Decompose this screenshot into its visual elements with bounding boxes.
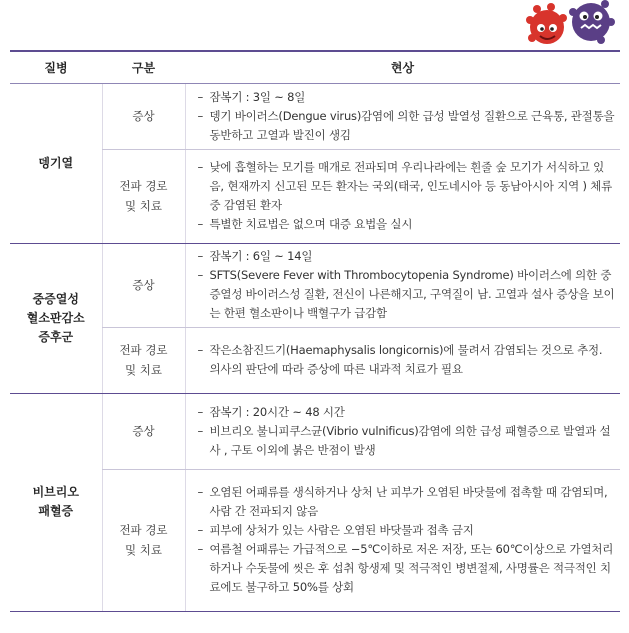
- phenomenon-item: – 뎅기 바이러스(Dengue virus)감염에 의한 급성 발열성 질환으로 근육통, 관절통을 동반하고 고열과 발진이 생김: [198, 107, 617, 145]
- category-label-line: 증상: [132, 424, 155, 438]
- phenomenon-cell: [185, 393, 620, 469]
- phenomenon-item: – 비브리오 불니피쿠스균(Vibrio vulnificus)감염에 의한 급성 패혈증으로 발열과 설사 , 구토 이외에 붉은 반점이 발생: [198, 422, 617, 460]
- category-cell: [102, 469, 185, 611]
- category-cell: [102, 243, 185, 327]
- phenomenon-cell: [185, 149, 620, 243]
- phenomenon-list: [198, 483, 617, 597]
- category-cell: [102, 149, 185, 243]
- red-virus-mascot: [526, 3, 567, 44]
- header-disease: 질병: [10, 51, 102, 83]
- disease-name-line: 뎅기열: [38, 155, 74, 170]
- table-row: [10, 393, 620, 469]
- phenomenon-cell: [185, 469, 620, 611]
- disease-name-cell: [10, 243, 102, 393]
- table-row: [10, 327, 620, 393]
- phenomenon-item: – 여름철 어패류는 가급적으로 −5℃이하로 저온 저장, 또는 60℃이상으로 가열처리하거나 수돗물에 씻은 후 섭취 항생제 및 적극적인 병변절제, 사명률은 적극적인 치료에도 불구하고 50%를 상회: [198, 540, 617, 597]
- header-phenomenon: 현상: [185, 51, 620, 83]
- table-row: [10, 149, 620, 243]
- disease-name-line: 비브리오: [32, 485, 79, 499]
- disease-info-table: [10, 50, 620, 612]
- phenomenon-item: – 피부에 상처가 있는 사람은 오염된 바닷물과 접촉 금지: [198, 521, 617, 540]
- table-row: [10, 83, 620, 149]
- purple-virus-mascot: [569, 0, 615, 44]
- category-cell: [102, 393, 185, 469]
- phenomenon-list: [198, 88, 617, 145]
- disease-name-cell: [10, 393, 102, 611]
- phenomenon-item: – 잠복기 : 20시간 ~ 48 시간: [198, 403, 617, 422]
- disease-name-cell: [10, 83, 102, 243]
- category-label-line: 및 치료: [125, 363, 162, 377]
- phenomenon-item: – 오염된 어패류를 생식하거나 상처 난 피부가 오염된 바닷물에 접촉할 때 감염되며, 사람 간 전파되지 않음: [198, 483, 617, 521]
- disease-name-line: 패혈증: [38, 504, 74, 518]
- header-category: 구분: [102, 51, 185, 83]
- phenomenon-list: [198, 341, 617, 379]
- category-label-line: 전파 경로: [119, 523, 168, 537]
- disease-name-line: 증후군: [38, 329, 74, 344]
- phenomenon-item: – SFTS(Severe Fever with Thrombocytopenia Syndrome) 바이러스에 의한 중증열성 바이러스성 질환, 전신이 나른해지고, 구역질이 남. 고열과 설사 증상을 보이는 한편 혈소판이나 백혈구가 급감함: [198, 266, 617, 323]
- table-row: [10, 469, 620, 611]
- category-label-line: 증상: [132, 278, 155, 292]
- disease-name-line: 중증열성: [32, 291, 79, 306]
- virus-mascots-icon: [499, 0, 629, 50]
- phenomenon-list: [198, 403, 617, 460]
- category-label-line: 증상: [132, 109, 155, 123]
- phenomenon-item: – 잠복기 : 3일 ~ 8일: [198, 88, 617, 107]
- phenomenon-cell: [185, 243, 620, 327]
- phenomenon-item: – 특별한 치료법은 없으며 대증 요법을 실시: [198, 215, 617, 234]
- category-label-line: 전파 경로: [119, 179, 168, 193]
- category-label-line: 및 치료: [125, 543, 162, 557]
- category-label-line: 전파 경로: [119, 343, 168, 357]
- category-cell: [102, 327, 185, 393]
- phenomenon-item: – 작은소참진드기(Haemaphysalis longicornis)에 물려서 감염되는 것으로 추정. 의사의 판단에 따라 증상에 따른 내과적 치료가 필요: [198, 341, 617, 379]
- table-row: [10, 243, 620, 327]
- virus-mascots-illustration: [499, 0, 629, 50]
- category-cell: [102, 83, 185, 149]
- phenomenon-item: – 낮에 흡혈하는 모기를 매개로 전파되며 우리나라에는 흰줄 숲 모기가 서식하고 있음, 현재까지 신고된 모든 환자는 국외(태국, 인도네시아 등 동남아시아 지역 ) 체류 중 감염된 환자: [198, 158, 617, 215]
- phenomenon-list: [198, 247, 617, 323]
- disease-name-line: 혈소판감소: [26, 310, 85, 325]
- category-label-line: 및 치료: [125, 199, 162, 213]
- phenomenon-item: – 잠복기 : 6일 ~ 14일: [198, 247, 617, 266]
- phenomenon-list: [198, 158, 617, 234]
- table-header-row: [10, 51, 620, 83]
- phenomenon-cell: [185, 327, 620, 393]
- phenomenon-cell: [185, 83, 620, 149]
